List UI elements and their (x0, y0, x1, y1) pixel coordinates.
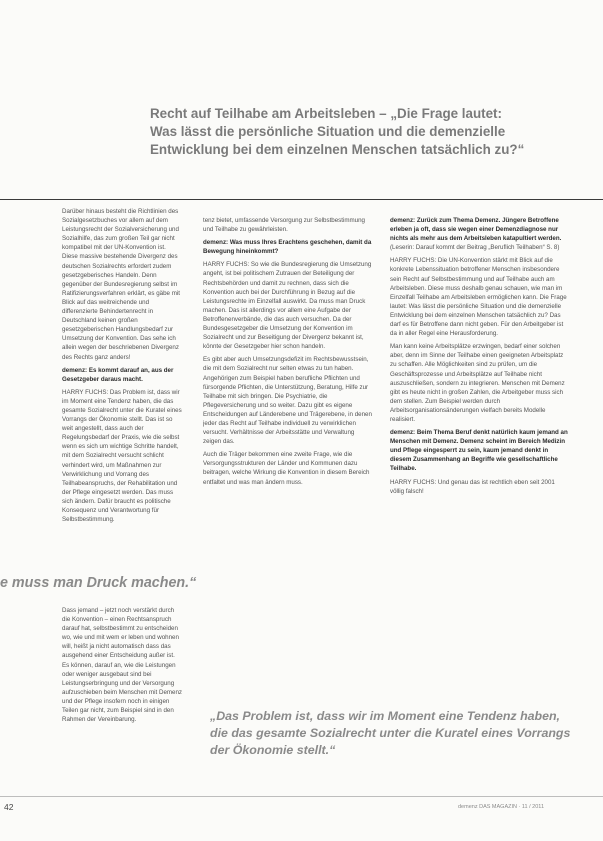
paragraph: tenz bietet, umfassende Versorgung zur Selbstbestimmung und Teilhabe zu gewährleisten. (203, 217, 365, 234)
paragraph: Auch die Träger bekommen eine zweite Frage, wie die Versorgungsstrukturen der Länder und Kommunen dazu beitragen, welche Wirkung die Konvention in diesem Bereich entfaltet und was man ändern muss. (203, 451, 370, 486)
paragraph: HARRY FUCHS: Das Problem ist, dass wir im Moment eine Tendenz haben, die das gesamte Sozialrecht unter die Kuratel eines Vorrangs der Ökonomie stellt. Das ist so weit angestellt, dass auch der Regelungsbedarf der Praxis, wie die selbst wenn es sich um wichtige Schritte handelt, mit dem Sozialrecht versucht schlicht verhindert wird, um Maßnahmen zur Verwirklichung und Vorrang des Teilhabeanspruchs, der Rehabilitation und der Pflege eingesetzt werden. Das muss sich ändern. Dafür braucht es politische Konsequenz und Verantwortung für Selbstbestimmung. (62, 388, 182, 524)
reference-note: (Leserin: Darauf kommt der Beitrag „Beruflich Teilhaben“ S. 8) (390, 244, 560, 252)
paragraph: Darüber hinaus besteht die Richtlinien des Sozialgesetzbuches vor allem auf dem Leistungsrecht der Sozialversicherung und Sozialhilfe, das zum großen Teil gar nicht kompatibel mit der UN-Konvention ist. Diese massive bestehende Divergenz des deutschen Sozialrechts erfordert zudem gesetzgeberisches Handeln. Denn gegenüber der Bundesregierung selbst im Ratifizierungsverfahren erklärt, es gäbe mit Blick auf das weitreichende und differenzierte Behindertenrecht in Deutschland keinen großen gesetzgeberischen Handlungsbedarf zur Umsetzung der Konvention. Das sehe ich allein wegen der beschriebenen Divergenz des Rechts ganz anders! (62, 208, 180, 361)
paragraph: HARRY FUCHS: Die UN-Konvention stärkt mit Blick auf die konkrete Lebenssituation betroffener Menschen insbesondere sein Recht auf Selbstbestimmung und auf Teilhabe auch am Arbeitsleben. Diese muss deshalb genau schauen, wie man im Einzelfall Teilhabe am Arbeitsleben ermöglichen kann. Die Frage lautet: Was lässt die persönliche Situation und die demenzielle Entwicklung bei dem einzelnen Menschen tatsächlich zu? Das darf es für Betroffene dann nicht geben. Für den Arbeitgeber ist da in aller Regel eine Herausforderung. (390, 257, 567, 338)
interview-question: demenz: Was muss Ihres Erachtens geschehen, damit da Bewegung hineinkommt? (203, 239, 372, 256)
headline-line-2: Was lässt die persönliche Situation und die demenzielle (150, 124, 506, 139)
paragraph: HARRY FUCHS: Und genau das ist rechtlich eben seit 2001 völlig falsch! (390, 478, 555, 495)
headline-line-3: Entwicklung bei dem einzelnen Menschen tatsächlich zu?“ (150, 142, 525, 157)
pull-quote-right: „Das Problem ist, dass wir im Moment eine Tendenz haben, die das gesamte Sozialrecht unter die Kuratel eines Vorrangs der Ökonomie stellt.“ (210, 709, 571, 757)
text-column-1-lower (62, 606, 183, 788)
section-divider (0, 199, 603, 200)
text-column-2 (203, 216, 373, 636)
interview-question: demenz: Beim Thema Beruf denkt natürlich kaum jemand an Menschen mit Demenz. Demenz scheint im Bereich Medizin und Pflege eingesperrt zu sein, kaum jemand denkt in diesem Zusammenhang an Begriffe wie gesellschaftliche Teilhabe. (390, 429, 568, 473)
paragraph: HARRY FUCHS: So wie die Bundesregierung die Umsetzung angeht, ist bei politischem Zutrauen der Beteiligung der Rechtsbehörden und damit zu rechnen, dass sich die Konvention auch bei der Durchführung in Bezug auf die Leistungsrechte im Einzelfall auswirkt. Da muss man Druck machen. Das ist allerdings vor allem eine Aufgabe der Betroffenenverbände, die das auch versuchen. Da der Bundesgesetzgeber die Umsetzung der Konvention im Sozialrecht und zur Beseitigung der Divergenz bekannt ist, könnte der Gesetzgeber hier schon handeln. (203, 261, 372, 351)
text-column-3 (390, 216, 570, 684)
headline-line-1: Recht auf Teilhabe am Arbeitsleben – „Die Frage lautet: (150, 106, 502, 121)
page-number: 42 (4, 802, 14, 812)
pull-quote-left: e muss man Druck machen.“ (0, 575, 197, 591)
paragraph: Dass jemand – jetzt noch verstärkt durch die Konvention – einen Rechtsanspruch darauf hat, selbstbestimmt zu entscheiden wo, wie und mit wem er leben und wohnen will, heißt ja nicht automatisch dass das ausgehend einer Entscheidung außer ist. Es können, darauf an, wie die Leistungen oder weniger ausgebaut sind bei Leistungserbringung und der Versorgung aufzuschieben beim Menschen mit Demenz und der Pflege insofern noch in einigen Teilen gar nicht, zum Beispiel sind in den Rahmen der Vereinbarung. (62, 607, 183, 724)
interview-question: demenz: Zurück zum Thema Demenz. Jüngere Betroffene erleben ja oft, dass sie wegen einer Demenzdiagnose nur nichts als mehr aus dem Arbeitsleben katapultiert werden. (390, 217, 562, 243)
article-headline (150, 105, 570, 159)
interview-question: demenz: Es kommt darauf an, aus der Gesetzgeber daraus macht. (62, 366, 174, 383)
text-column-1 (62, 207, 183, 557)
footer-divider (0, 796, 603, 797)
publication-source: demenz DAS MAGAZIN · 11 / 2011 (458, 804, 544, 810)
paragraph: Man kann keine Arbeitsplätze erzwingen, bedarf einer solchen aber, denn im Sinne der Teilhabe einen geeigneten Arbeitsplatz zu schaffen. Alle Möglichkeiten sind zu prüfen, um die Geschäftsprozesse und Arbeitsplätze auf Teilhabe nicht auszuschließen, sondern zu integrieren. Menschen mit Demenz gibt es heute nicht in großen Zahlen, die Arbeitgeber muss sich dem stellen. Zum Beispiel werden durch Arbeitsorganisationsänderungen vielfach bereits Modelle realisiert. (390, 343, 565, 423)
paragraph: Es gibt aber auch Umsetzungsdefizit im Rechtsbewusstsein, die mit dem Sozialrecht nur selten etwas zu tun haben. Angehörigen zum Beispiel haben berufliche Pflichten und fürsorgende Pflichten, die Unterstützung, Beratung, Hilfe zur Teilhabe mit sich bringen. Die Psychiatrie, die Pflegeversicherung und so weiter. Dazu gibt es eigene Entscheidungen auf Länderebene und Trägerebene, in denen jeder das Recht auf Teilhabe individuell zu verwirklichen versucht. Verhältnisse der Arbeitsstätte und Verwaltung zeigen das. (203, 356, 372, 446)
